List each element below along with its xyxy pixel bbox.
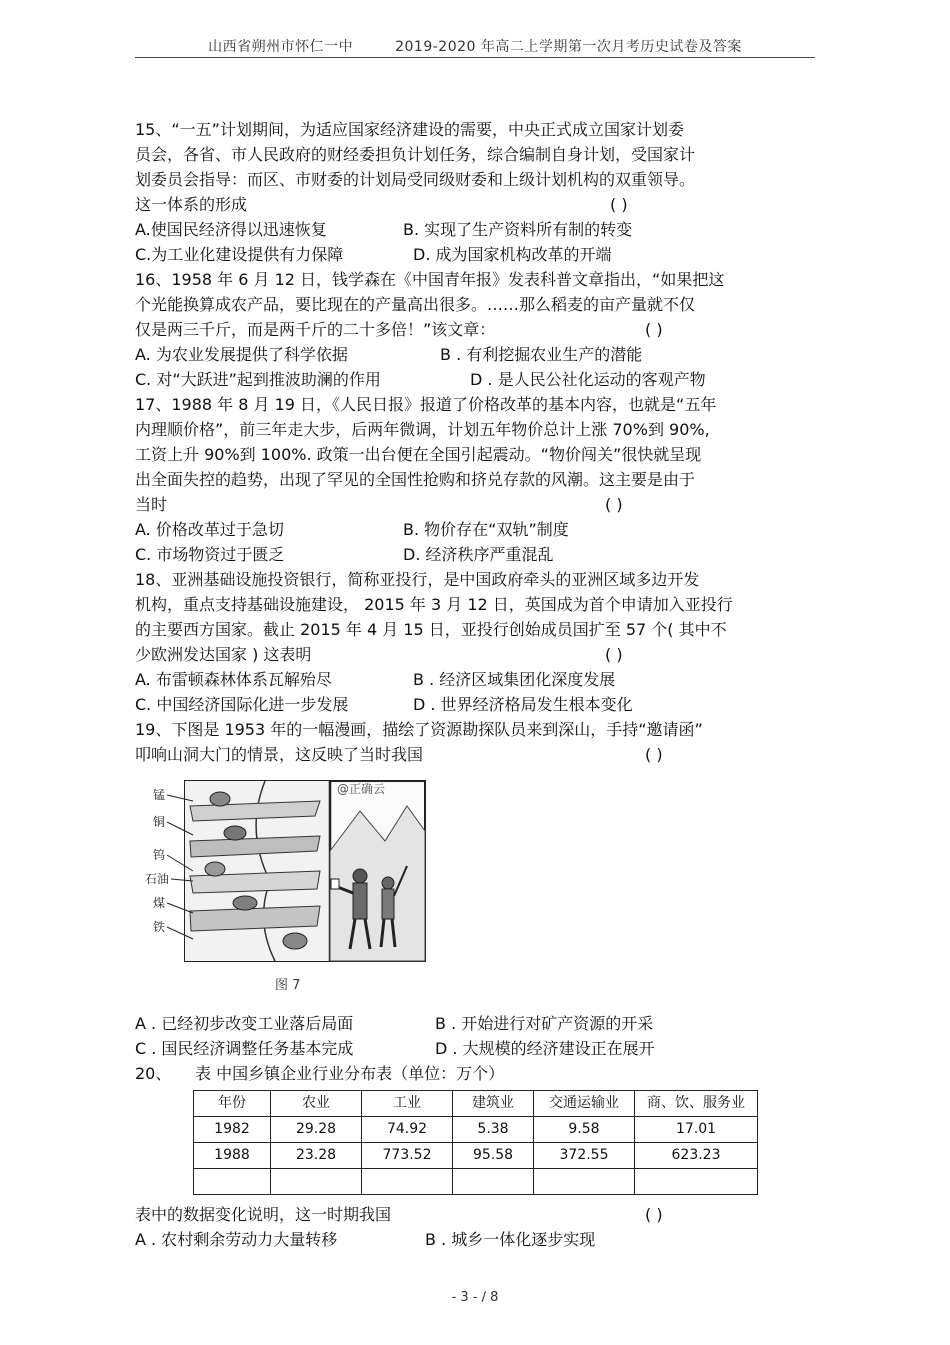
table-row (194, 1117, 758, 1143)
question-text-line: 18、亚洲基础设施投资银行，简称亚投行，是中国政府牵头的亚洲区域多边开发 (135, 570, 700, 589)
option-b: B. 实现了生产资料所有制的转变 (403, 220, 633, 239)
figure-caption: 图 7 (275, 978, 301, 993)
question-text-line: 工资上升 90%到 100%. 政策一出台便在全国引起震动。“物价闯关”很快就呈现 (135, 445, 702, 464)
table-cell: 623.23 (635, 1143, 758, 1169)
option-d: D. 成为国家机构改革的开端 (413, 245, 612, 264)
question-text-line: 机构，重点支持基础设施建设， 2015 年 3 月 12 日，英国成为首个申请加入亚投行 (135, 595, 733, 614)
answer-blank: ( ) (605, 495, 623, 514)
option-b: B . 城乡一体化逐步实现 (425, 1230, 596, 1249)
option-row (135, 1036, 815, 1061)
question-stem-line (135, 642, 815, 667)
question-stem-line (135, 492, 815, 517)
header-school: 山西省朔州市怀仁一中 (208, 39, 354, 55)
table-cell: 9.58 (534, 1117, 635, 1143)
cartoon-illustration (145, 771, 445, 1007)
option-d: D . 世界经济格局发生根本变化 (413, 695, 633, 714)
option-a: A . 已经初步改变工业落后局面 (135, 1014, 354, 1033)
table-cell (271, 1169, 362, 1195)
option-row (135, 542, 815, 567)
exam-content (135, 117, 815, 1252)
table-cell (534, 1169, 635, 1195)
question-stem: 当时 (135, 495, 168, 514)
option-row (135, 242, 815, 267)
question-16 (135, 267, 815, 392)
question-stem: 这一体系的形成 (135, 195, 248, 214)
table-cell: 1988 (194, 1143, 271, 1169)
answer-blank: ( ) (605, 645, 623, 664)
table-header-row (194, 1091, 758, 1117)
question-stem-line (135, 1202, 815, 1227)
table-cell: 773.52 (362, 1143, 453, 1169)
option-b: B . 经济区域集团化深度发展 (413, 670, 616, 689)
question-19 (135, 717, 815, 1061)
mineral-label: 煤 (153, 896, 166, 910)
question-stem-line (135, 192, 815, 217)
option-row (135, 342, 815, 367)
watermark-text: @正确云 (337, 782, 386, 796)
option-d: D . 是人民公社化运动的客观产物 (470, 370, 706, 389)
table-container (135, 1086, 815, 1202)
option-a: A. 价格改革过于急切 (135, 520, 284, 539)
mineral-label: 锰 (153, 788, 166, 802)
question-text-line: 内理顺价格”，前三年走大步，后两年微调，计划五年物价总计上涨 70%到 90%, (135, 420, 710, 439)
table-header-cell: 工业 (362, 1091, 453, 1117)
cartoon-figure (135, 771, 815, 1011)
option-a: A. 为农业发展提供了科学依据 (135, 345, 348, 364)
answer-blank: ( ) (610, 195, 628, 214)
question-17 (135, 392, 815, 567)
question-stem: 表中的数据变化说明，这一时期我国 (135, 1205, 392, 1224)
table-cell: 17.01 (635, 1117, 758, 1143)
table-cell: 74.92 (362, 1117, 453, 1143)
question-text-line: 划委员会指导：而区、市财委的计划局受同级财委和上级计划机构的双重领导。 (135, 170, 696, 189)
table-header-cell: 交通运输业 (534, 1091, 635, 1117)
answer-blank: ( ) (645, 320, 663, 339)
header-rule (135, 57, 815, 58)
answer-blank: ( ) (645, 1205, 663, 1224)
question-stem: 仅是两三千斤，而是两千斤的二十多倍！”该文章： (135, 320, 496, 339)
question-18 (135, 567, 815, 717)
question-text-line: 员会，各省、市人民政府的财经委担负计划任务，综合编制自身计划，受国家计 (135, 145, 696, 164)
option-a: A. 布雷顿森林体系瓦解殆尽 (135, 670, 332, 689)
table-header-cell: 年份 (194, 1091, 271, 1117)
table-cell: 372.55 (534, 1143, 635, 1169)
question-text-line (135, 1061, 815, 1086)
table-row (194, 1169, 758, 1195)
mineral-label: 钨 (153, 848, 166, 862)
option-row (135, 1011, 815, 1036)
mineral-label: 铜 (153, 815, 166, 829)
question-text-line: 的主要西方国家。截止 2015 年 4 月 15 日，亚投行创始成员国扩至 57 个( 其中不 (135, 620, 727, 639)
option-row (135, 367, 815, 392)
mineral-label: 石油 (145, 872, 170, 886)
table-cell (362, 1169, 453, 1195)
table-header-cell: 建筑业 (453, 1091, 534, 1117)
option-row (135, 667, 815, 692)
table-cell: 5.38 (453, 1117, 534, 1143)
option-b: B . 开始进行对矿产资源的开采 (435, 1014, 654, 1033)
answer-blank: ( ) (645, 745, 663, 764)
option-a: A . 农村剩余劳动力大量转移 (135, 1230, 338, 1249)
question-stem: 少欧洲发达国家 ) 这表明 (135, 645, 312, 664)
table-cell (635, 1169, 758, 1195)
question-text-line: 出全面失控的趋势，出现了罕见的全国性抢购和挤兑存款的风潮。这主要是由于 (135, 470, 696, 489)
option-b: B . 有利挖掘农业生产的潜能 (440, 345, 643, 364)
table-cell: 1982 (194, 1117, 271, 1143)
question-15 (135, 117, 815, 267)
question-text-line: 17、1988 年 8 月 19 日，《人民日报》报道了价格改革的基本内容，也就是“五年 (135, 395, 717, 414)
question-number: 20、 (135, 1064, 172, 1083)
option-c: C.为工业化建设提供有力保障 (135, 245, 344, 264)
question-text-line: 15、“一五”计划期间，为适应国家经济建设的需要，中央正式成立国家计划委 (135, 120, 684, 139)
option-b: B. 物价存在“双轨”制度 (403, 520, 569, 539)
table-cell (194, 1169, 271, 1195)
table-header-cell: 农业 (271, 1091, 362, 1117)
table-header-cell: 商、饮、服务业 (635, 1091, 758, 1117)
option-c: C. 对“大跃进”起到推波助澜的作用 (135, 370, 381, 389)
header-title: 2019-2020 年高二上学期第一次月考历史试卷及答案 (395, 39, 742, 55)
option-a: A.使国民经济得以迅速恢复 (135, 220, 327, 239)
table-cell (453, 1169, 534, 1195)
option-d: D . 大规模的经济建设正在展开 (435, 1039, 655, 1058)
data-table (193, 1090, 758, 1195)
question-stem: 叩响山洞大门的情景，这反映了当时我国 (135, 745, 424, 764)
option-row (135, 692, 815, 717)
question-text-line: 16、1958 年 6 月 12 日，钱学森在《中国青年报》发表科普文章指出，“如果把这 (135, 270, 725, 289)
table-row (194, 1143, 758, 1169)
option-row (135, 1227, 815, 1252)
page-header (135, 36, 815, 56)
page-number: - 3 - / 8 (451, 1290, 499, 1305)
option-row (135, 217, 815, 242)
option-c: C . 国民经济调整任务基本完成 (135, 1039, 354, 1058)
table-cell: 29.28 (271, 1117, 362, 1143)
question-text-line: 个光能换算成农产品，要比现在的产量高出很多。……那么稻麦的亩产量就不仅 (135, 295, 696, 314)
table-cell: 95.58 (453, 1143, 534, 1169)
option-c: C. 市场物资过于匮乏 (135, 545, 285, 564)
question-stem-line (135, 742, 815, 767)
table-title: 表 中国乡镇企业行业分布表（单位：万个） (195, 1064, 505, 1083)
question-stem-line (135, 317, 815, 342)
option-row (135, 517, 815, 542)
question-20 (135, 1061, 815, 1252)
option-d: D. 经济秩序严重混乱 (403, 545, 554, 564)
table-cell: 23.28 (271, 1143, 362, 1169)
mineral-label: 铁 (153, 920, 166, 934)
option-c: C. 中国经济国际化进一步发展 (135, 695, 349, 714)
question-text-line: 19、下图是 1953 年的一幅漫画，描绘了资源勘探队员来到深山，手持“邀请函” (135, 720, 703, 739)
